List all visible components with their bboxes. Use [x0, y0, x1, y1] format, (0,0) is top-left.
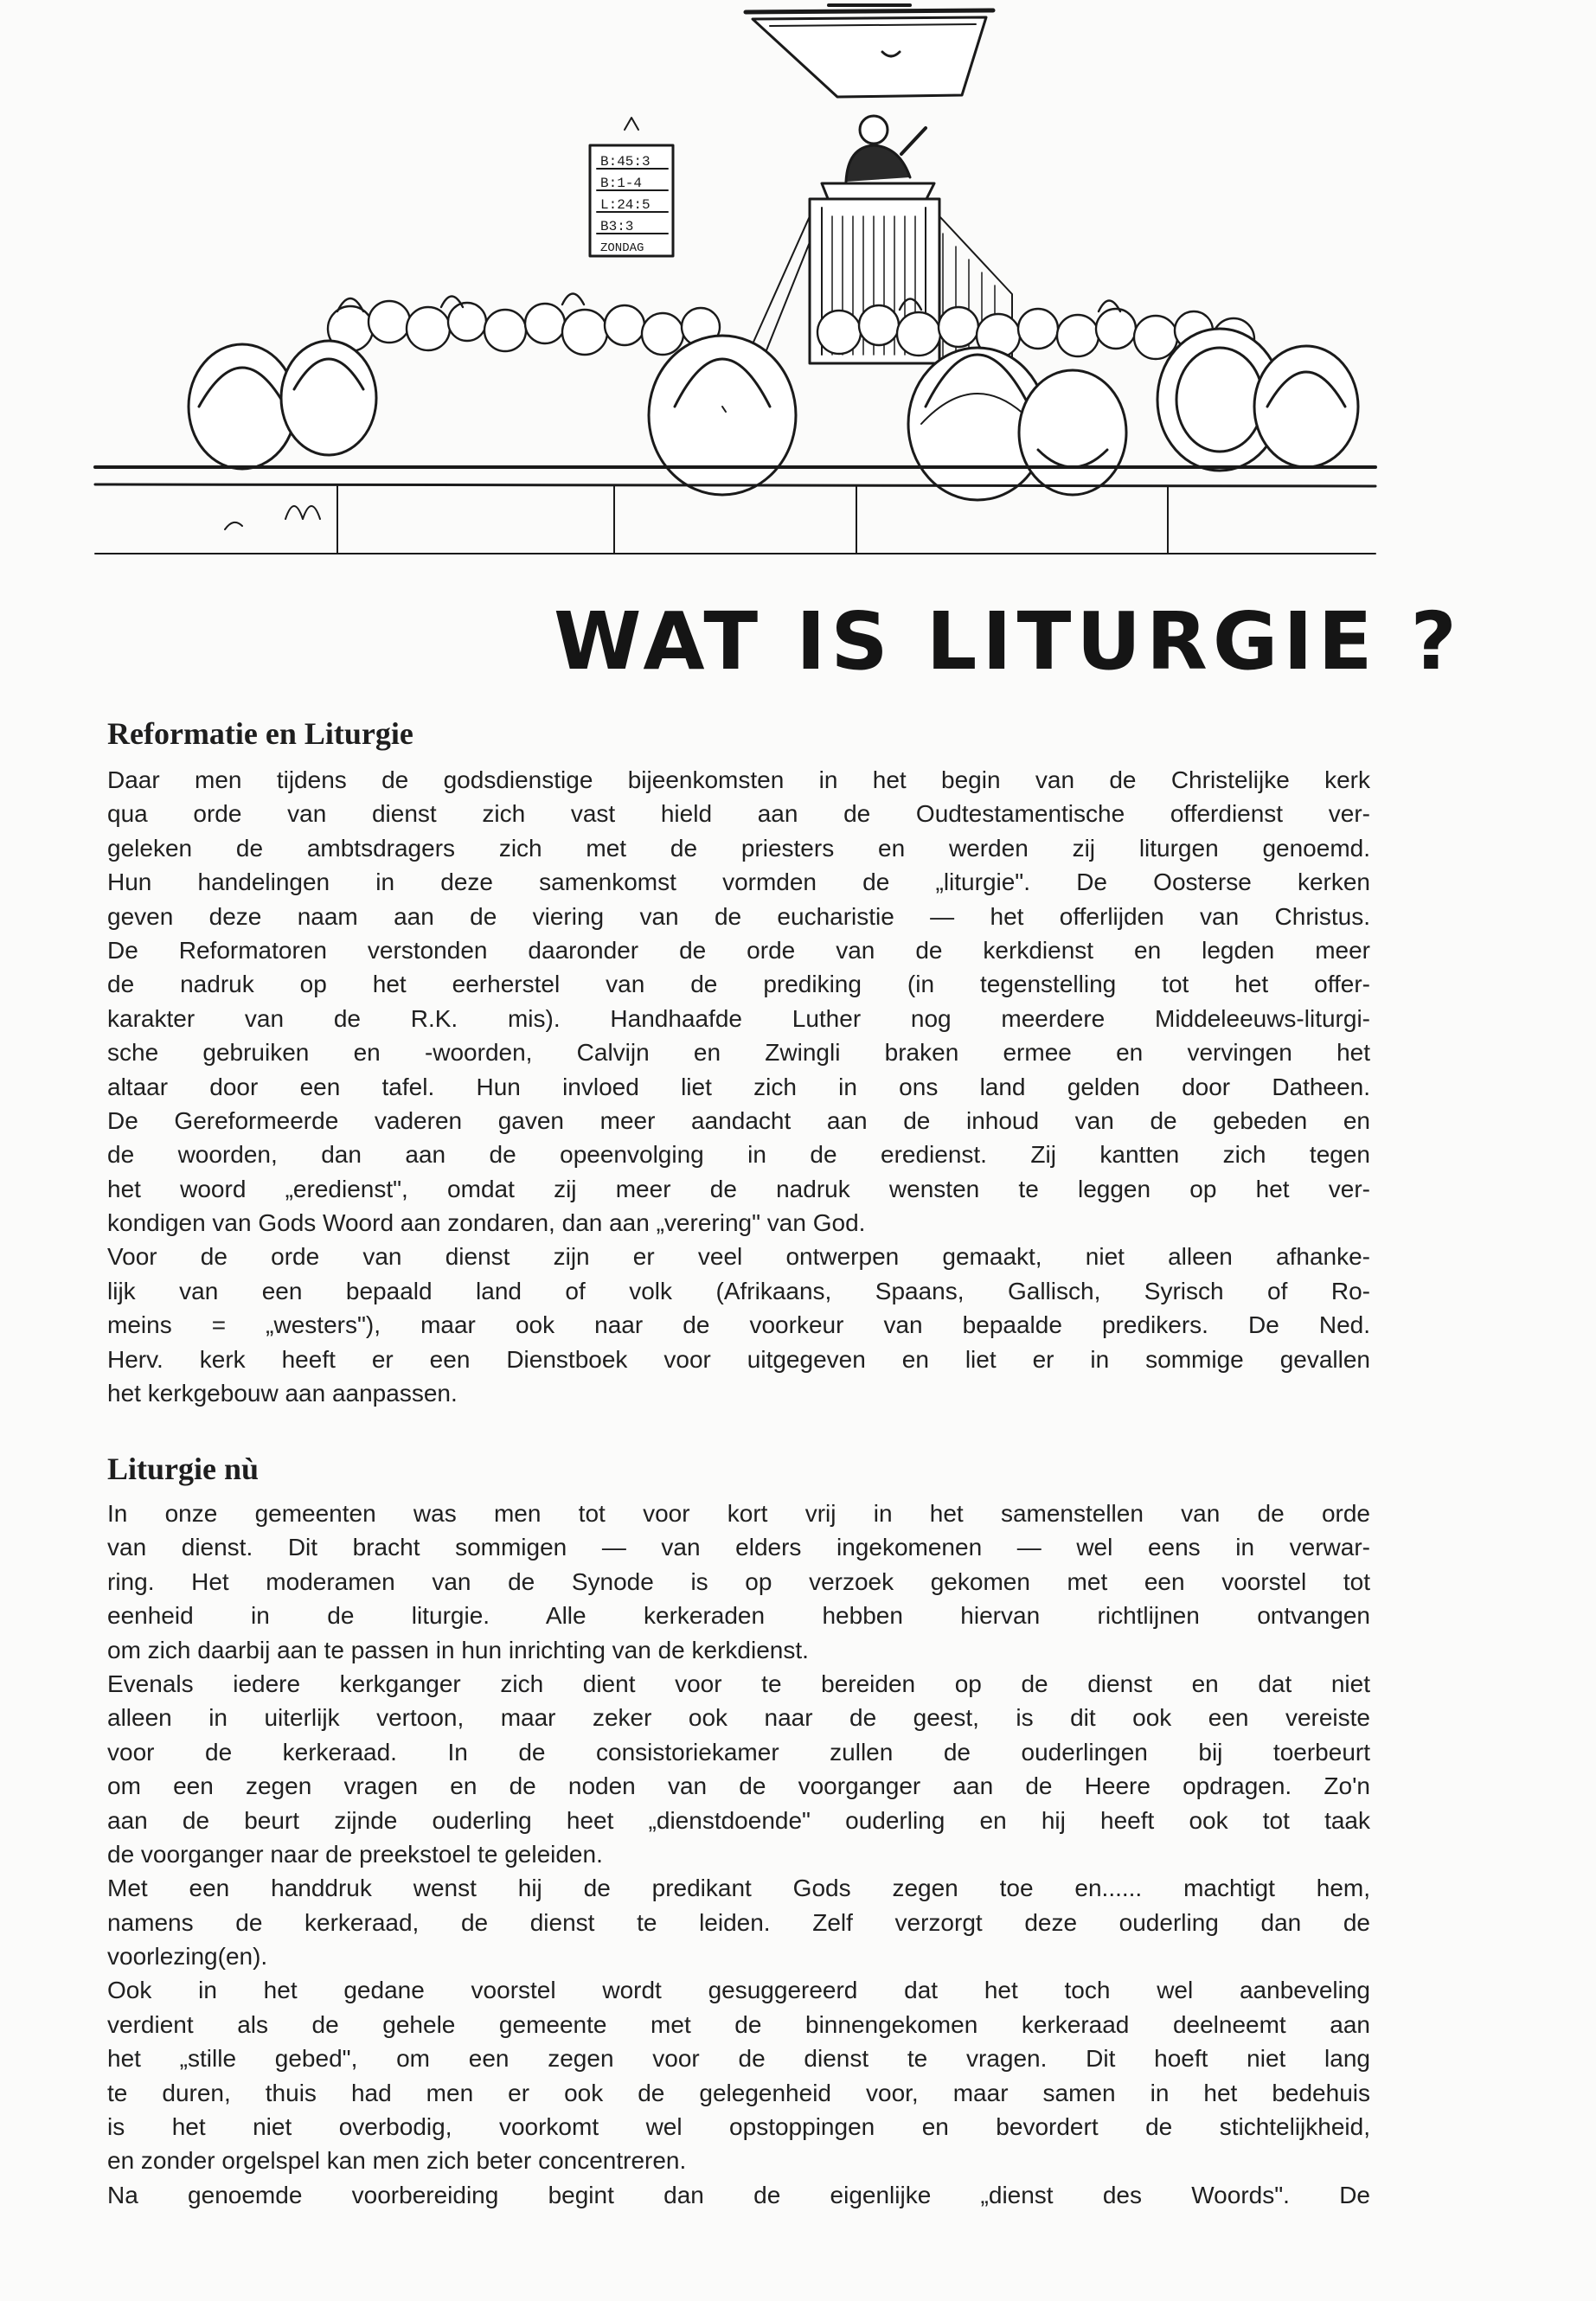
text-line: De Reformatoren verstonden daaronder de orde van de kerkdienst en legden meer: [107, 936, 1370, 964]
text-line: geven deze naam aan de viering van de eucharistie — het offerlijden van Christus.: [107, 902, 1370, 930]
text-line: sche gebruiken en -woorden, Calvijn en Zwingli braken ermee en vervingen het: [107, 1039, 1370, 1067]
hymn-board-line-3: L:24:5: [600, 197, 651, 213]
text-line: voorlezing(en).: [107, 1943, 268, 1971]
church-illustration: [78, 0, 1393, 588]
text-line: en zonder orgelspel kan men zich beter concentreren.: [107, 2147, 687, 2175]
hymn-board-line-1: B:45:3: [600, 154, 651, 170]
text-line: Herv. kerk heeft er een Dienstboek voor uitgegeven en liet er in sommige gevallen: [107, 1345, 1370, 1373]
text-line: De Gereformeerde vaderen gaven meer aandacht aan de inhoud van de gebeden en: [107, 1106, 1370, 1134]
text-line: altaar door een tafel. Hun invloed liet zich in ons land gelden door Datheen.: [107, 1073, 1370, 1100]
section-heading-liturgie-nu: Liturgie nù: [107, 1452, 260, 1486]
canopy-drawing: [746, 5, 993, 97]
text-line: qua orde van dienst zich vast hield aan de Oudtestamentische offerdienst ver-: [107, 800, 1370, 828]
text-line: In onze gemeenten was men tot voor kort vrij in het samenstellen van de orde: [107, 1500, 1370, 1527]
hymn-board-line-2: B:1-4: [600, 176, 643, 191]
hymn-board-line-4: B3:3: [600, 219, 634, 234]
text-line: de voorganger naar de preekstoel te geleiden.: [107, 1840, 603, 1868]
text-line: verdient als de gehele gemeente met de binnengekomen kerkeraad deelneemt aan: [107, 2010, 1370, 2038]
text-line: Daar men tijdens de godsdienstige bijeenkomsten in het begin van de Christelijke kerk: [107, 766, 1370, 793]
text-line: Evenals iedere kerkganger zich dient voor te bereiden op de dienst en dat niet: [107, 1670, 1370, 1697]
text-line: de woorden, dan aan de opeenvolging in de eredienst. Zij kantten zich tegen: [107, 1141, 1370, 1169]
text-line: te duren, thuis had men er ook de gelegenheid voor, maar samen in het bedehuis: [107, 2079, 1370, 2106]
hymn-board-drawing: [590, 118, 673, 256]
text-line: Voor de orde van dienst zijn er veel ontwerpen gemaakt, niet alleen afhanke-: [107, 1243, 1370, 1271]
text-line: voor de kerkeraad. In de consistoriekamer zullen de ouderlingen bij toerbeurt: [107, 1738, 1370, 1766]
text-line: meins = „westers"), maar ook naar de voorkeur van bepaalde predikers. De Ned.: [107, 1311, 1370, 1339]
text-line: het woord „eredienst", omdat zij meer de nadruk wensten te leggen op het ver-: [107, 1175, 1370, 1202]
page-title: WAT IS LITURGIE ?: [554, 595, 1462, 688]
text-line: Met een handdruk wenst hij de predikant Gods zegen toe en...... machtigt hem,: [107, 1875, 1370, 1902]
text-line: lijk van een bepaald land of volk (Afrikaans, Spaans, Gallisch, Syrisch of Ro-: [107, 1277, 1370, 1304]
section-body-liturgie-nu: [107, 1497, 1370, 2212]
text-line: om een zegen vragen en de noden van de voorganger aan de Heere opdragen. Zo'n: [107, 1772, 1370, 1800]
section-heading-reformatie: Reformatie en Liturgie: [107, 716, 413, 751]
text-line: ring. Het moderamen van de Synode is op verzoek gekomen met een voorstel tot: [107, 1567, 1370, 1595]
text-line: Hun handelingen in deze samenkomst vormden de „liturgie". De Oosterse kerken: [107, 868, 1370, 896]
text-line: het kerkgebouw aan aanpassen.: [107, 1380, 458, 1407]
text-line: namens de kerkeraad, de dienst te leiden. Zelf verzorgt deze ouderling dan de: [107, 1908, 1370, 1936]
text-line: eenheid in de liturgie. Alle kerkeraden hebben hiervan richtlijnen ontvangen: [107, 1602, 1370, 1630]
text-line: aan de beurt zijnde ouderling heet „dienstdoende" ouderling en hij heeft ook tot taak: [107, 1806, 1370, 1834]
text-line: om zich daarbij aan te passen in hun inrichting van de kerkdienst.: [107, 1636, 809, 1663]
text-line: het „stille gebed", om een zegen voor de dienst te vragen. Dit hoeft niet lang: [107, 2045, 1370, 2073]
congregation-front-row: [189, 329, 1358, 500]
hymn-board-line-5: ZONDAG: [600, 241, 644, 255]
text-line: alleen in uiterlijk vertoon, maar zeker ook naar de geest, is dit ook een vereiste: [107, 1704, 1370, 1732]
text-line: de nadruk op het eerherstel van de prediking (in tegenstelling tot het offer-: [107, 971, 1370, 998]
section-body-reformatie: [107, 763, 1370, 1410]
text-line: Na genoemde voorbereiding begint dan de eigenlijke „dienst des Woords". De: [107, 2181, 1370, 2208]
congregation-back-rows: [328, 294, 1254, 361]
text-line: van dienst. Dit bracht sommigen — van elders ingekomenen — wel eens in verwar-: [107, 1534, 1370, 1561]
text-line: geleken de ambtsdragers zich met de priesters en werden zij liturgen genoemd.: [107, 834, 1370, 862]
text-line: Ook in het gedane voorstel wordt gesuggereerd dat het toch wel aanbeveling: [107, 1977, 1370, 2004]
text-line: karakter van de R.K. mis). Handhaafde Luther nog meerdere Middeleeuws-liturgi-: [107, 1004, 1370, 1032]
text-line: is het niet overbodig, voorkomt wel opstoppingen en bevordert de stichtelijkheid,: [107, 2113, 1370, 2141]
text-line: kondigen van Gods Woord aan zondaren, dan aan „verering" van God.: [107, 1209, 866, 1237]
